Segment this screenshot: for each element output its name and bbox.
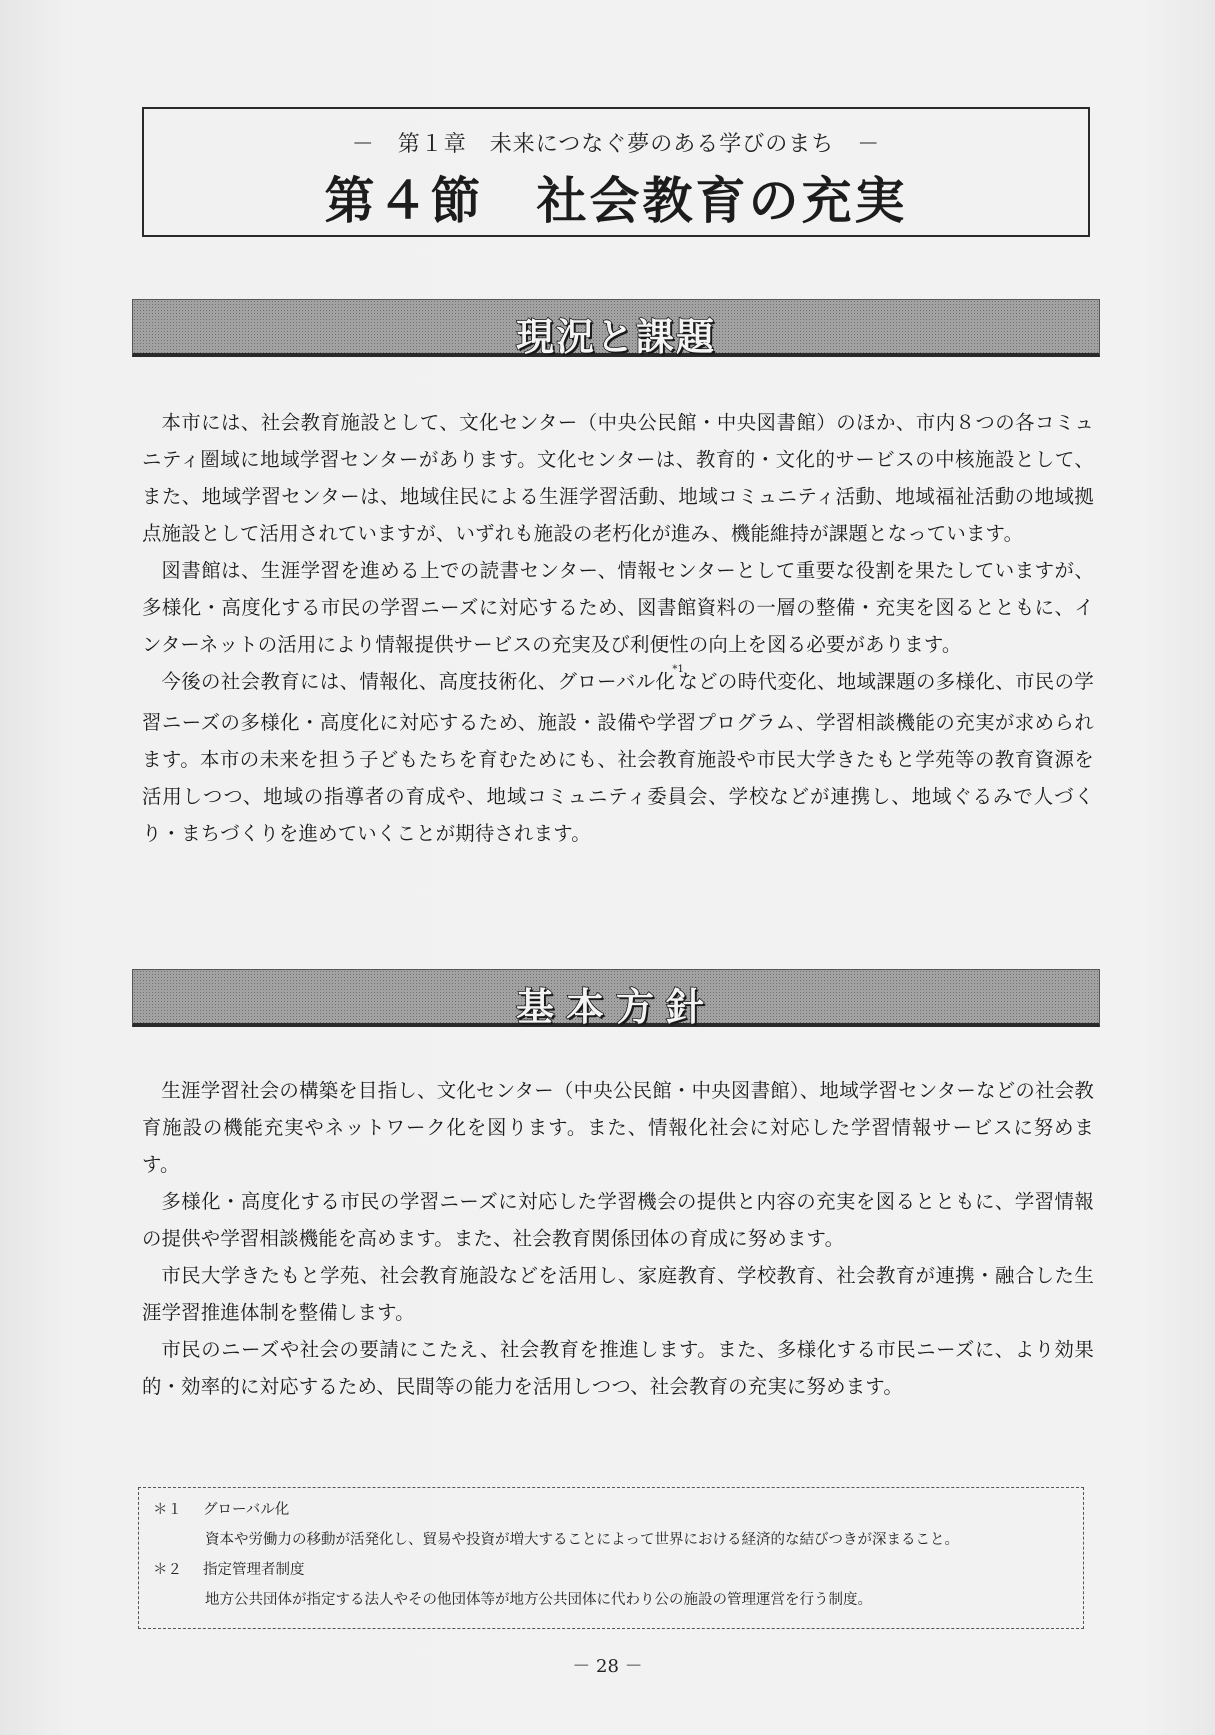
heading-bar-current: [132, 299, 1100, 357]
chapter-title-box: [142, 107, 1090, 237]
page-number: － 28 －: [572, 1656, 643, 1677]
footnote-1-term-row: [153, 1498, 1073, 1519]
section-title: 第４節 社会教育の充実: [324, 172, 908, 230]
policy-paragraph-2: 多様化・高度化する市民の学習ニーズに対応した学習機会の提供と内容の充実を図るとともに、学習情報の提供や学習相談機能を高めます。また、社会教育関係団体の育成に努めます。: [142, 1190, 1094, 1250]
footnote-1-description: 資本や労働力の移動が活発化し、貿易や投資が増大することによって世界における経済的な結びつきが深まること。: [205, 1532, 959, 1548]
footnote-1-term: グローバル化: [203, 1502, 290, 1518]
heading-bar-policy: [132, 969, 1100, 1027]
current-paragraph-2: 図書館は、生涯学習を進める上での読書センター、情報センターとして重要な役割を果たしていますが、多様化・高度化する市民の学習ニーズに対応するため、図書館資料の一層の整備・充実を図るとともに、インターネットの活用により情報提供サービスの充実及び利便性の向上を図る必要があります。: [142, 559, 1094, 656]
policy-paragraph-4: 市民のニーズや社会の要請にこたえ、社会教育を推進します。また、多様化する市民ニーズに、より効果的・効率的に対応するため、民間等の能力を活用しつつ、社会教育の充実に努めます。: [142, 1338, 1094, 1398]
heading-current-status: 現況と課題: [515, 315, 716, 359]
footnote-1-number: ＊１: [153, 1502, 182, 1518]
basic-policy-body: [142, 1072, 1094, 1405]
footnote-2-number: ＊２: [153, 1562, 182, 1578]
chapter-subtitle: － 第１章 未来につなぐ夢のある学びのまち －: [351, 132, 881, 157]
footnote-2-description: 地方公共団体が指定する法人やその他団体等が地方公共団体に代わり公の施設の管理運営を行う制度。: [205, 1592, 872, 1608]
footnote-box: [138, 1487, 1084, 1629]
current-status-body: [142, 404, 1094, 852]
current-paragraph-1: 本市には、社会教育施設として、文化センター（中央公民館・中央図書館）のほか、市内８つの各コミュニティ圏域に地域学習センターがあります。文化センターは、教育的・文化的サービスの中核施設として、また、地域学習センターは、地域住民による生涯学習活動、地域コミュニティ活動、地域福祉活動の地域拠点施設として活用されていますが、いずれも施設の老朽化が進み、機能維持が課題となっています。: [142, 411, 1094, 545]
footnote-2-term: 指定管理者制度: [203, 1562, 305, 1578]
policy-paragraph-3: 市民大学きたもと学苑、社会教育施設などを活用し、家庭教育、学校教育、社会教育が連携・融合した生涯学習推進体制を整備します。: [142, 1264, 1094, 1324]
policy-paragraph-1: 生涯学習社会の構築を目指し、文化センター（中央公民館・中央図書館）、地域学習センターなどの社会教育施設の機能充実やネットワーク化を図ります。また、情報化社会に対応した学習情報サービスに努めます。: [142, 1079, 1094, 1176]
footnote-2-term-row: [153, 1558, 1073, 1579]
current-paragraph-3: [142, 663, 1094, 852]
current-paragraph-3-a: 今後の社会教育には、情報化、高度技術化、グローバル化: [161, 670, 676, 693]
current-paragraph-3-b: などの時代変化、地域課題の多様化、市民の学習ニーズの多様化・高度化に対応するため、施設・設備や学習プログラム、学習相談機能の充実が求められます。本市の未来を担う子どもたちを育むためにも、社会教育施設や市民大学きたもと学苑等の教育資源を活用しつつ、地域の指導者の育成や、地域コミュニティ委員会、学校などが連携し、地域ぐるみで人づくり・まちづくりを進めていくことが期待されます。: [142, 670, 1095, 845]
footnote-mark-1: *1: [672, 664, 685, 675]
heading-basic-policy: 基本方針: [515, 985, 716, 1029]
